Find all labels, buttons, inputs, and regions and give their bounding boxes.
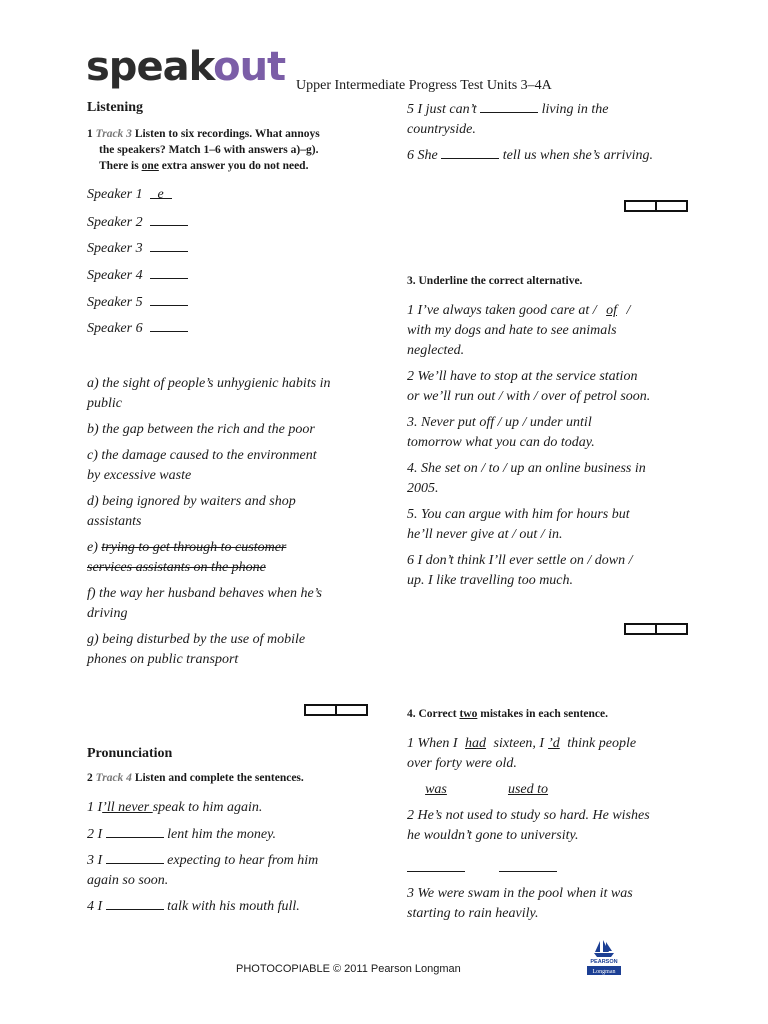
answer-options [87,374,387,676]
score-box [624,623,688,635]
answer-blank[interactable] [480,99,538,113]
sentence-item: 4. She set on / to / up an online business in 2005. [407,461,646,496]
sentence-item: 4 I talk with his mouth full. [87,896,387,922]
answer-blank[interactable] [150,212,188,226]
answer-blank[interactable] [441,145,499,159]
sentence-item: 6 I don’t think I’ll ever settle on / down / up. I like travelling too much. [407,553,633,588]
score-box [624,200,688,212]
correction-row [407,852,707,878]
option-item: d) being ignored by waiters and shop assistants [87,494,296,529]
speaker-row: Speaker 3 [87,238,188,265]
answer-blank[interactable] [499,858,557,872]
answer-blank[interactable] [106,896,164,910]
speaker-row: Speaker 5 [87,292,188,319]
speaker-row: Speaker 1 e [87,185,188,212]
pronunciation-heading: Pronunciation [87,746,173,761]
option-item: b) the gap between the rich and the poor [87,422,315,437]
longman-word: Longman [592,969,616,975]
answer-blank[interactable] [150,292,188,306]
answer-blank[interactable] [407,858,465,872]
underline-instructions: 3. Underline the correct alternative. [407,275,583,287]
listening-heading: Listening [87,100,144,115]
option-item: g) being disturbed by the use of mobile phones on public transport [87,632,306,667]
instr-number: 1 [87,128,93,140]
sentence-item: 1 I’ll never speak to him again. [87,800,263,815]
correction-answer[interactable]: was [425,782,447,797]
option-item: c) the damage caused to the environment by excessive waste [87,448,317,483]
sentence-item: 3. Never put off / up / under until tomorrow what you can do today. [407,415,595,450]
sentence-item: 2 We’ll have to stop at the service station or we’ll run out / with / over of petrol soon. [407,369,651,404]
answer-blank[interactable]: e [150,185,172,199]
listening-instructions: 1 Track 3 Listen to six recordings. What annoys the speakers? Match 1–6 with answers a)–g). There is one extra answer you do not need. [87,128,320,172]
sentence-item: 5 I just can’t living in the countryside. [407,99,707,145]
page-subtitle: Upper Intermediate Progress Test Units 3–4A [296,78,552,93]
correct-instructions: 4. Correct two mistakes in each sentence. [407,708,608,720]
option-item: a) the sight of people’s unhygienic habits in public [87,376,331,411]
answer-blank[interactable] [150,238,188,252]
answer-blank[interactable] [150,265,188,279]
track-label: Track 4 [95,772,132,784]
pronunciation-instructions: 2 Track 4 Listen and complete the sentences. [87,772,304,784]
option-item-crossed-out: e) trying to get through to customer services assistants on the phone [87,540,287,575]
speaker-row: Speaker 6 [87,318,188,345]
filled-answer[interactable]: ’ll never [102,800,153,815]
score-box [304,704,368,716]
sentence-item: 2 He’s not used to study so hard. He wishes he wouldn’t gone to university. [407,808,650,843]
pronunciation-items-continued [407,99,707,171]
filled-answer[interactable]: ’d [548,736,560,751]
sentence-item: 2 I lent him the money. [87,824,387,850]
sentence-item: 3 I expecting to hear from him again so soon. [87,850,387,896]
logo-speak: speak [86,44,214,90]
pearson-ship-icon [586,938,622,976]
answer-blank[interactable] [150,318,188,332]
track-label: Track 3 [95,128,132,140]
pronunciation-items [87,798,387,922]
sentence-item: 1 When I had sixteen, I ’d think people over forty were old. [407,736,637,771]
correction-row [407,780,707,806]
answer-blank[interactable] [106,824,164,838]
speaker-row: Speaker 4 [87,265,188,292]
pearson-longman-logo [586,938,622,976]
underline-items [407,301,707,597]
speaker-row: Speaker 2 [87,212,188,239]
sentence-item: 5. You can argue with him for hours but he’ll never give at / out / in. [407,507,630,542]
correct-items [407,734,707,930]
pearson-word: PEARSON [590,959,618,965]
filled-answer[interactable]: of [606,303,617,318]
correction-answer[interactable]: used to [507,782,549,797]
sentence-item: 1 I’ve always taken good care at / of / with my dogs and hate to see animals neglected. [407,303,631,358]
logo-out: out [213,44,286,90]
filled-answer[interactable]: had [465,736,487,751]
sentence-item: 3 We were swam in the pool when it was starting to rain heavily. [407,886,633,921]
photocopiable-footer: PHOTOCOPIABLE © 2011 Pearson Longman [236,963,461,975]
sentence-item: 6 She tell us when she’s arriving. [407,145,707,171]
answer-blank[interactable] [106,850,164,864]
option-item: f) the way her husband behaves when he’s driving [87,586,322,621]
speaker-list [87,185,188,345]
speakout-logo [86,44,285,90]
